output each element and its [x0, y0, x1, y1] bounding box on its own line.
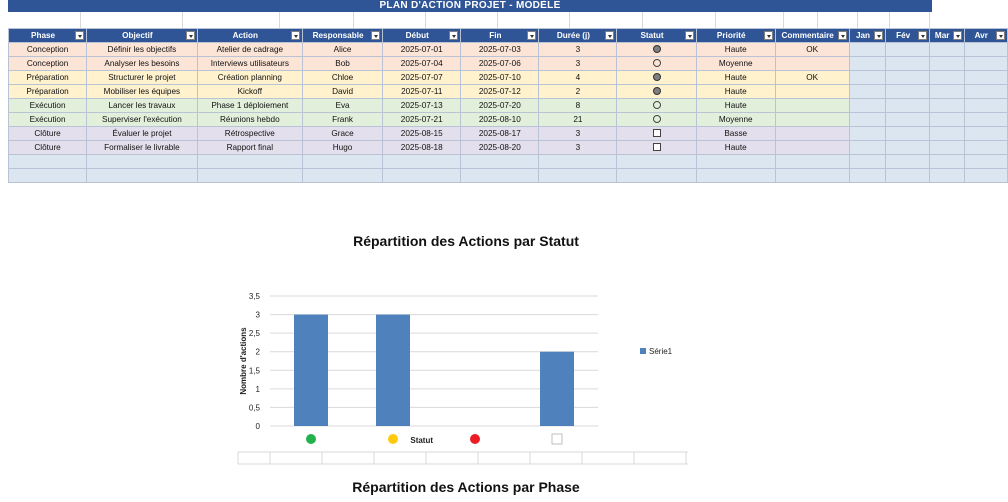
- cell-objectif[interactable]: Évaluer le projet: [87, 127, 198, 141]
- column-header-label: Durée (j): [556, 30, 591, 40]
- empty-table-row[interactable]: [9, 169, 1008, 183]
- cell-statut[interactable]: [617, 57, 696, 71]
- cell-action[interactable]: Phase 1 déploiement: [197, 99, 302, 113]
- cell-duree[interactable]: 8: [539, 99, 617, 113]
- filter-dropdown-icon[interactable]: [838, 31, 847, 40]
- cell-fin[interactable]: 2025-07-03: [461, 43, 539, 57]
- empty-cell[interactable]: [849, 155, 886, 169]
- month-cell[interactable]: [886, 85, 929, 99]
- cell-duree[interactable]: 3: [539, 127, 617, 141]
- cell-priorite[interactable]: Moyenne: [696, 57, 775, 71]
- cell-duree[interactable]: 3: [539, 43, 617, 57]
- empty-cell[interactable]: [383, 155, 461, 169]
- cell-phase[interactable]: Préparation: [9, 71, 87, 85]
- cell-responsable[interactable]: David: [302, 85, 382, 99]
- cell-duree[interactable]: 3: [539, 141, 617, 155]
- cell-fin[interactable]: 2025-07-12: [461, 85, 539, 99]
- cell-commentaire[interactable]: [775, 85, 849, 99]
- empty-cell[interactable]: [617, 169, 696, 183]
- y-tick-label: 0,5: [248, 403, 260, 413]
- cell-objectif[interactable]: Formaliser le livrable: [87, 141, 198, 155]
- legend-swatch: [640, 348, 646, 354]
- month-cell[interactable]: [886, 141, 929, 155]
- column-header-label: Fin: [489, 30, 502, 40]
- status-chart[interactable]: [228, 286, 698, 466]
- spreadsheet[interactable]: [8, 12, 988, 176]
- column-header[interactable]: [849, 29, 886, 43]
- column-header[interactable]: [539, 29, 617, 43]
- column-header[interactable]: [461, 29, 539, 43]
- column-header[interactable]: [197, 29, 302, 43]
- cell-debut[interactable]: 2025-07-21: [383, 113, 461, 127]
- filter-dropdown-icon[interactable]: [291, 31, 300, 40]
- table-row[interactable]: [9, 43, 1008, 57]
- month-cell[interactable]: [886, 113, 929, 127]
- empty-table-row[interactable]: [9, 155, 1008, 169]
- filter-dropdown-icon[interactable]: [527, 31, 536, 40]
- empty-box-icon: [552, 434, 562, 444]
- cell-responsable[interactable]: Eva: [302, 99, 382, 113]
- column-header[interactable]: [886, 29, 929, 43]
- month-cell[interactable]: [849, 99, 886, 113]
- cell-fin[interactable]: 2025-08-17: [461, 127, 539, 141]
- cell-priorite[interactable]: Haute: [696, 85, 775, 99]
- month-cell[interactable]: [886, 71, 929, 85]
- cell-commentaire[interactable]: [775, 113, 849, 127]
- cell-action[interactable]: Création planning: [197, 71, 302, 85]
- filled-circle-icon: [653, 87, 661, 95]
- cell-priorite[interactable]: Haute: [696, 141, 775, 155]
- empty-circle-icon: [653, 115, 661, 123]
- column-header[interactable]: [696, 29, 775, 43]
- cell-phase[interactable]: Clôture: [9, 127, 87, 141]
- cell-statut[interactable]: [617, 127, 696, 141]
- legend-label: Série1: [649, 347, 673, 356]
- empty-cell[interactable]: [886, 169, 929, 183]
- column-header-label: Fév: [896, 30, 911, 40]
- cell-phase[interactable]: Exécution: [9, 99, 87, 113]
- y-tick-label: 1,5: [248, 366, 260, 376]
- column-header-label: Mar: [934, 30, 950, 40]
- y-axis-label: Nombre d'actions: [239, 327, 248, 395]
- column-header[interactable]: [964, 29, 1007, 43]
- cell-responsable[interactable]: Frank: [302, 113, 382, 127]
- cell-duree[interactable]: 3: [539, 57, 617, 71]
- red-dot-icon: [470, 434, 480, 444]
- month-cell[interactable]: [849, 113, 886, 127]
- column-header[interactable]: [302, 29, 382, 43]
- column-header[interactable]: [9, 29, 87, 43]
- empty-cell[interactable]: [87, 155, 198, 169]
- month-cell[interactable]: [849, 43, 886, 57]
- cell-action[interactable]: Atelier de cadrage: [197, 43, 302, 57]
- cell-action[interactable]: Interviews utilisateurs: [197, 57, 302, 71]
- month-cell[interactable]: [964, 99, 1007, 113]
- month-cell[interactable]: [849, 71, 886, 85]
- column-header-label: Priorité: [716, 30, 746, 40]
- month-cell[interactable]: [886, 57, 929, 71]
- cell-debut[interactable]: 2025-07-01: [383, 43, 461, 57]
- column-header-label: Avr: [974, 30, 988, 40]
- month-cell[interactable]: [929, 57, 964, 71]
- column-header[interactable]: [775, 29, 849, 43]
- cell-debut[interactable]: 2025-07-07: [383, 71, 461, 85]
- empty-cell[interactable]: [461, 155, 539, 169]
- column-header-label: Objectif: [122, 30, 153, 40]
- column-header[interactable]: [617, 29, 696, 43]
- yellow-dot-icon: [388, 434, 398, 444]
- empty-cell[interactable]: [775, 155, 849, 169]
- month-cell[interactable]: [849, 141, 886, 155]
- cell-duree[interactable]: 21: [539, 113, 617, 127]
- action-plan-table: [8, 28, 1008, 183]
- empty-cell[interactable]: [849, 169, 886, 183]
- green-dot-icon: [306, 434, 316, 444]
- table-row[interactable]: [9, 127, 1008, 141]
- month-cell[interactable]: [849, 85, 886, 99]
- y-tick-label: 0: [255, 422, 260, 431]
- empty-cell[interactable]: [696, 169, 775, 183]
- month-cell[interactable]: [886, 43, 929, 57]
- filled-circle-icon: [653, 73, 661, 81]
- cell-fin[interactable]: 2025-07-06: [461, 57, 539, 71]
- empty-cell[interactable]: [964, 155, 1007, 169]
- chart-title-phase: Répartition des Actions par Phase: [352, 479, 580, 495]
- column-header-label: Action: [232, 30, 259, 40]
- cell-phase[interactable]: Clôture: [9, 141, 87, 155]
- y-tick-label: 3,5: [248, 292, 260, 301]
- filled-circle-icon: [653, 45, 661, 53]
- filter-dropdown-icon[interactable]: [75, 31, 84, 40]
- table-row[interactable]: [9, 71, 1008, 85]
- cell-fin[interactable]: 2025-07-20: [461, 99, 539, 113]
- table-row[interactable]: [9, 113, 1008, 127]
- empty-grid-row[interactable]: [8, 12, 932, 29]
- empty-cell[interactable]: [87, 169, 198, 183]
- cell-priorite[interactable]: Moyenne: [696, 113, 775, 127]
- cell-action[interactable]: Rapport final: [197, 141, 302, 155]
- empty-cell[interactable]: [539, 169, 617, 183]
- x-axis-label: Statut: [410, 436, 434, 445]
- month-cell[interactable]: [929, 71, 964, 85]
- cell-statut[interactable]: [617, 43, 696, 57]
- filter-dropdown-icon[interactable]: [685, 31, 694, 40]
- cell-debut[interactable]: 2025-07-11: [383, 85, 461, 99]
- column-header-label: Commentaire: [781, 30, 834, 40]
- empty-cell[interactable]: [929, 155, 964, 169]
- cell-action[interactable]: Rétrospective: [197, 127, 302, 141]
- empty-cell[interactable]: [461, 169, 539, 183]
- empty-cell[interactable]: [775, 169, 849, 183]
- cell-commentaire[interactable]: OK: [775, 43, 849, 57]
- cell-commentaire[interactable]: OK: [775, 71, 849, 85]
- cell-objectif[interactable]: Lancer les travaux: [87, 99, 198, 113]
- cell-priorite[interactable]: Haute: [696, 43, 775, 57]
- empty-cell[interactable]: [383, 169, 461, 183]
- month-cell[interactable]: [849, 127, 886, 141]
- filter-dropdown-icon[interactable]: [605, 31, 614, 40]
- header-row: [9, 29, 1008, 43]
- month-cell[interactable]: [964, 57, 1007, 71]
- cell-objectif[interactable]: Définir les objectifs: [87, 43, 198, 57]
- column-header-label: Statut: [640, 30, 664, 40]
- cell-debut[interactable]: 2025-08-18: [383, 141, 461, 155]
- month-cell[interactable]: [886, 99, 929, 113]
- cell-statut[interactable]: [617, 141, 696, 155]
- empty-cell[interactable]: [9, 169, 87, 183]
- cell-objectif[interactable]: Superviser l'exécution: [87, 113, 198, 127]
- checkbox-icon: [653, 143, 661, 151]
- column-header-label: Début: [405, 30, 429, 40]
- bar[interactable]: [294, 315, 328, 426]
- y-tick-label: 2,5: [248, 329, 260, 339]
- column-header-label: Jan: [855, 30, 871, 40]
- cell-phase[interactable]: Exécution: [9, 113, 87, 127]
- month-cell[interactable]: [964, 113, 1007, 127]
- cell-commentaire[interactable]: [775, 57, 849, 71]
- cell-commentaire[interactable]: [775, 127, 849, 141]
- filter-dropdown-icon[interactable]: [449, 31, 458, 40]
- empty-cell[interactable]: [617, 155, 696, 169]
- column-header-label: Phase: [30, 30, 56, 40]
- table-row[interactable]: [9, 57, 1008, 71]
- filter-dropdown-icon[interactable]: [953, 31, 962, 40]
- month-cell[interactable]: [964, 85, 1007, 99]
- filter-dropdown-icon[interactable]: [764, 31, 773, 40]
- cell-phase[interactable]: Conception: [9, 43, 87, 57]
- cell-statut[interactable]: [617, 99, 696, 113]
- sheet-title-banner: PLAN D'ACTION PROJET - MODÈLE: [8, 0, 932, 12]
- table-row[interactable]: [9, 85, 1008, 99]
- empty-cell[interactable]: [886, 155, 929, 169]
- y-tick-label: 3: [255, 310, 260, 320]
- month-cell[interactable]: [964, 141, 1007, 155]
- cell-fin[interactable]: 2025-07-10: [461, 71, 539, 85]
- month-cell[interactable]: [929, 85, 964, 99]
- empty-cell[interactable]: [964, 169, 1007, 183]
- cell-commentaire[interactable]: [775, 141, 849, 155]
- cell-statut[interactable]: [617, 113, 696, 127]
- cell-priorite[interactable]: Haute: [696, 71, 775, 85]
- month-cell[interactable]: [886, 127, 929, 141]
- cell-debut[interactable]: 2025-07-04: [383, 57, 461, 71]
- month-cell[interactable]: [964, 43, 1007, 57]
- cell-responsable[interactable]: Alice: [302, 43, 382, 57]
- column-header[interactable]: [383, 29, 461, 43]
- filter-dropdown-icon[interactable]: [874, 31, 883, 40]
- empty-cell[interactable]: [929, 169, 964, 183]
- cell-phase[interactable]: Conception: [9, 57, 87, 71]
- cell-responsable[interactable]: Bob: [302, 57, 382, 71]
- empty-cell[interactable]: [696, 155, 775, 169]
- empty-circle-icon: [653, 101, 661, 109]
- month-cell[interactable]: [849, 57, 886, 71]
- bar[interactable]: [376, 315, 410, 426]
- column-header[interactable]: [929, 29, 964, 43]
- month-cell[interactable]: [929, 113, 964, 127]
- month-cell[interactable]: [929, 141, 964, 155]
- cell-statut[interactable]: [617, 85, 696, 99]
- cell-fin[interactable]: 2025-08-10: [461, 113, 539, 127]
- table-row[interactable]: [9, 99, 1008, 113]
- checkbox-icon: [653, 129, 661, 137]
- filter-dropdown-icon[interactable]: [918, 31, 927, 40]
- cell-priorite[interactable]: Basse: [696, 127, 775, 141]
- cell-debut[interactable]: 2025-07-13: [383, 99, 461, 113]
- cell-statut[interactable]: [617, 71, 696, 85]
- cell-responsable[interactable]: Hugo: [302, 141, 382, 155]
- empty-cell[interactable]: [302, 169, 382, 183]
- column-header[interactable]: [87, 29, 198, 43]
- cell-action[interactable]: Réunions hebdo: [197, 113, 302, 127]
- y-tick-label: 1: [255, 384, 260, 394]
- cell-priorite[interactable]: Haute: [696, 99, 775, 113]
- month-cell[interactable]: [929, 99, 964, 113]
- cell-fin[interactable]: 2025-08-20: [461, 141, 539, 155]
- bar[interactable]: [540, 352, 574, 426]
- cell-action[interactable]: Kickoff: [197, 85, 302, 99]
- cell-objectif[interactable]: Mobiliser les équipes: [87, 85, 198, 99]
- y-tick-label: 2: [255, 347, 260, 357]
- chart-title-status: Répartition des Actions par Statut: [353, 233, 579, 249]
- month-cell[interactable]: [929, 127, 964, 141]
- grid-cell[interactable]: [8, 12, 930, 28]
- empty-cell[interactable]: [197, 155, 302, 169]
- empty-cell[interactable]: [302, 155, 382, 169]
- month-cell[interactable]: [964, 127, 1007, 141]
- empty-circle-icon: [653, 59, 661, 67]
- filter-dropdown-icon[interactable]: [996, 31, 1005, 40]
- cell-duree[interactable]: 4: [539, 71, 617, 85]
- cell-objectif[interactable]: Analyser les besoins: [87, 57, 198, 71]
- empty-cell[interactable]: [539, 155, 617, 169]
- empty-cell[interactable]: [9, 155, 87, 169]
- cell-duree[interactable]: 2: [539, 85, 617, 99]
- cell-objectif[interactable]: Structurer le projet: [87, 71, 198, 85]
- table-row[interactable]: [9, 141, 1008, 155]
- cell-responsable[interactable]: Grace: [302, 127, 382, 141]
- cell-commentaire[interactable]: [775, 99, 849, 113]
- empty-cell[interactable]: [197, 169, 302, 183]
- filter-dropdown-icon[interactable]: [371, 31, 380, 40]
- cell-responsable[interactable]: Chloe: [302, 71, 382, 85]
- column-header-label: Responsable: [312, 30, 364, 40]
- month-cell[interactable]: [929, 43, 964, 57]
- filter-dropdown-icon[interactable]: [186, 31, 195, 40]
- cell-debut[interactable]: 2025-08-15: [383, 127, 461, 141]
- cell-phase[interactable]: Préparation: [9, 85, 87, 99]
- month-cell[interactable]: [964, 71, 1007, 85]
